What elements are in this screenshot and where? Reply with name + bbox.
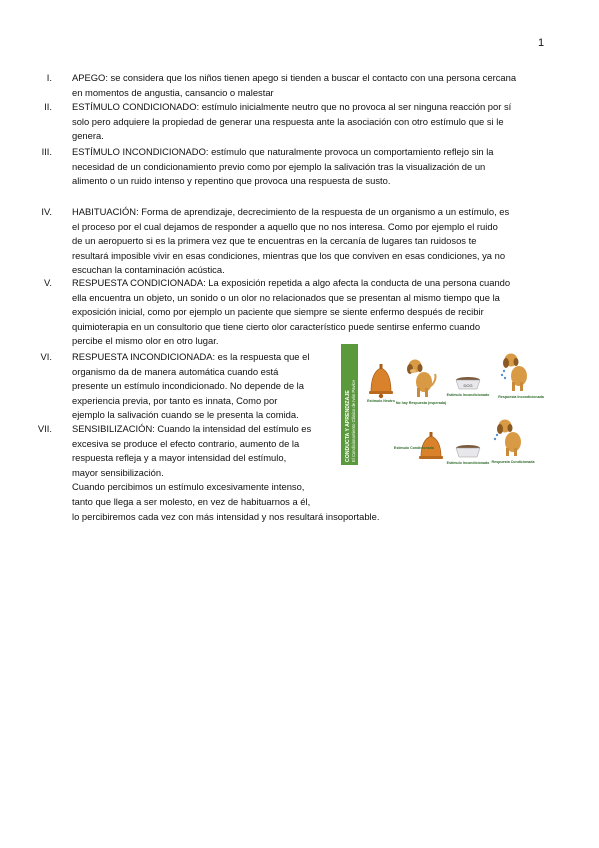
item-line: necesidad de un condicionamiento previo como por ejemplo la salivación tras la visualización de un: [72, 160, 486, 172]
item-numeral: I.: [46, 72, 52, 83]
item-numeral: II.: [44, 101, 52, 112]
item-line: de un aeropuerto si es la primera vez que te encuentras en la cercanía de lugares tan ruidosos te: [72, 235, 477, 247]
label-estimulo-incondicionado-2: Estímulo Incondicionado: [446, 461, 490, 465]
item-line: percibe el mismo olor en otro lugar.: [72, 335, 219, 347]
item-line: el proceso por el cual dejamos de responder a aquello que no nos interesa. Como por ejemplo el ruido: [72, 220, 498, 232]
item-line: RESPUESTA CONDICIONADA: La exposición repetida a algo afecta la conducta de una persona cuando: [72, 277, 511, 288]
item-line: mayor sensibilización.: [72, 466, 164, 478]
item-line: en momentos de angustia, cansancio o malestar: [72, 86, 274, 98]
item-line: alimento o un ruido intenso y repentino que provoca una respuesta de susto.: [72, 175, 391, 187]
page-number: 1: [538, 37, 545, 49]
label-respuesta-incondicionada: Respuesta Incondicionada: [498, 395, 544, 399]
pavlov-figure: [341, 344, 551, 465]
item-line: ESTÍMULO CONDICIONADO: estímulo inicialmente neutro que no provoca al ser ninguna reacción por sí: [72, 101, 512, 112]
food-bowl-icon: [456, 377, 480, 389]
item-line: tanto que llega a ser molesto, en vez de habituarnos a él,: [72, 495, 311, 507]
pavlov-illustration: [341, 344, 551, 465]
item-line: organismo da de manera automática cuando está: [72, 365, 279, 377]
figure-side-subtitle: El Condicionamiento Clásico de Iván Pavlov: [351, 380, 356, 462]
bell-icon: [369, 364, 393, 398]
item-line: excesiva se produce el efecto contrario, aumento de la: [72, 437, 300, 449]
item-line: exposición inicial, como por ejemplo un paciente que siempre se siente enfermo después de recibir: [72, 306, 484, 318]
item-line: ESTÍMULO INCONDICIONADO: estímulo que naturalmente provoca un comportamiento reflejo sin la: [72, 146, 494, 157]
item-line: Cuando percibimos un estímulo excesivamente intenso,: [72, 481, 305, 493]
item-line: ella encuentra un objeto, un sonido o un olor no relacionados que se presentan al mismo tiempo que la: [72, 291, 500, 303]
item-line: RESPUESTA INCONDICIONADA: es la respuesta que el: [72, 351, 310, 362]
item-line: respuesta refleja y a mayor intensidad del estímulo,: [72, 452, 287, 464]
label-estimulo-condicionado: Estímulo Condicionado: [393, 446, 435, 450]
dog-icon: [407, 360, 436, 398]
item-line: APEGO: se considera que los niños tienen apego si tienden a buscar el contacto con una persona cercana: [72, 72, 517, 83]
label-estimulo-neutro: Estímulo Neutro: [367, 399, 395, 403]
item-numeral: IV.: [41, 206, 52, 217]
label-no-hay-respuesta: No hay Respuesta (esperada): [395, 401, 447, 405]
food-bowl-icon-2: [456, 445, 480, 457]
item-line: ejemplo la salivación cuando se le presenta la comida.: [72, 409, 299, 421]
item-line: resultará imposible vivir en esas condiciones, mientras que los que conviven en esas condiciones, ya no: [72, 249, 506, 261]
figure-side-title: CONDUCTA Y APRENDIZAJE: [345, 390, 351, 462]
item-line: escuchan la contaminación acústica.: [72, 264, 225, 276]
item-line: HABITUACIÓN: Forma de aprendizaje, decrecimiento de la respuesta de un organismo a un estímulo, es: [72, 206, 510, 217]
item-line: lo percibiremos cada vez con más intensidad y nos resultará insoportable.: [72, 510, 380, 522]
item-line: experiencia previa, por tanto es innata, Como por: [72, 394, 278, 406]
item-line: SENSIBILIZACIÓN: Cuando la intensidad del estímulo es: [72, 423, 312, 434]
item-line: presente un estímulo incondicionado. No depende de la: [72, 380, 304, 392]
label-respuesta-condicionada: Respuesta Condicionada: [491, 460, 535, 464]
bowl-label: DOG: [463, 383, 473, 388]
item-numeral: VI.: [40, 351, 52, 362]
item-numeral: V.: [44, 277, 52, 288]
item-line: quimioterapia en un consultorio que tiene cierto olor característico puede sentirse enfermo cuando: [72, 320, 481, 332]
salivating-dog-icon: [501, 354, 527, 392]
item-numeral: III.: [41, 146, 52, 157]
item-line: solo pero adquiere la propiedad de generar una respuesta ante la asociación con otro estímulo que si le: [72, 115, 504, 127]
conditioned-dog-icon: [494, 420, 521, 457]
item-line: genera.: [72, 130, 104, 142]
item-numeral: VII.: [37, 423, 52, 434]
label-estimulo-incondicionado-1: Estímulo Incondicionado: [446, 393, 490, 397]
